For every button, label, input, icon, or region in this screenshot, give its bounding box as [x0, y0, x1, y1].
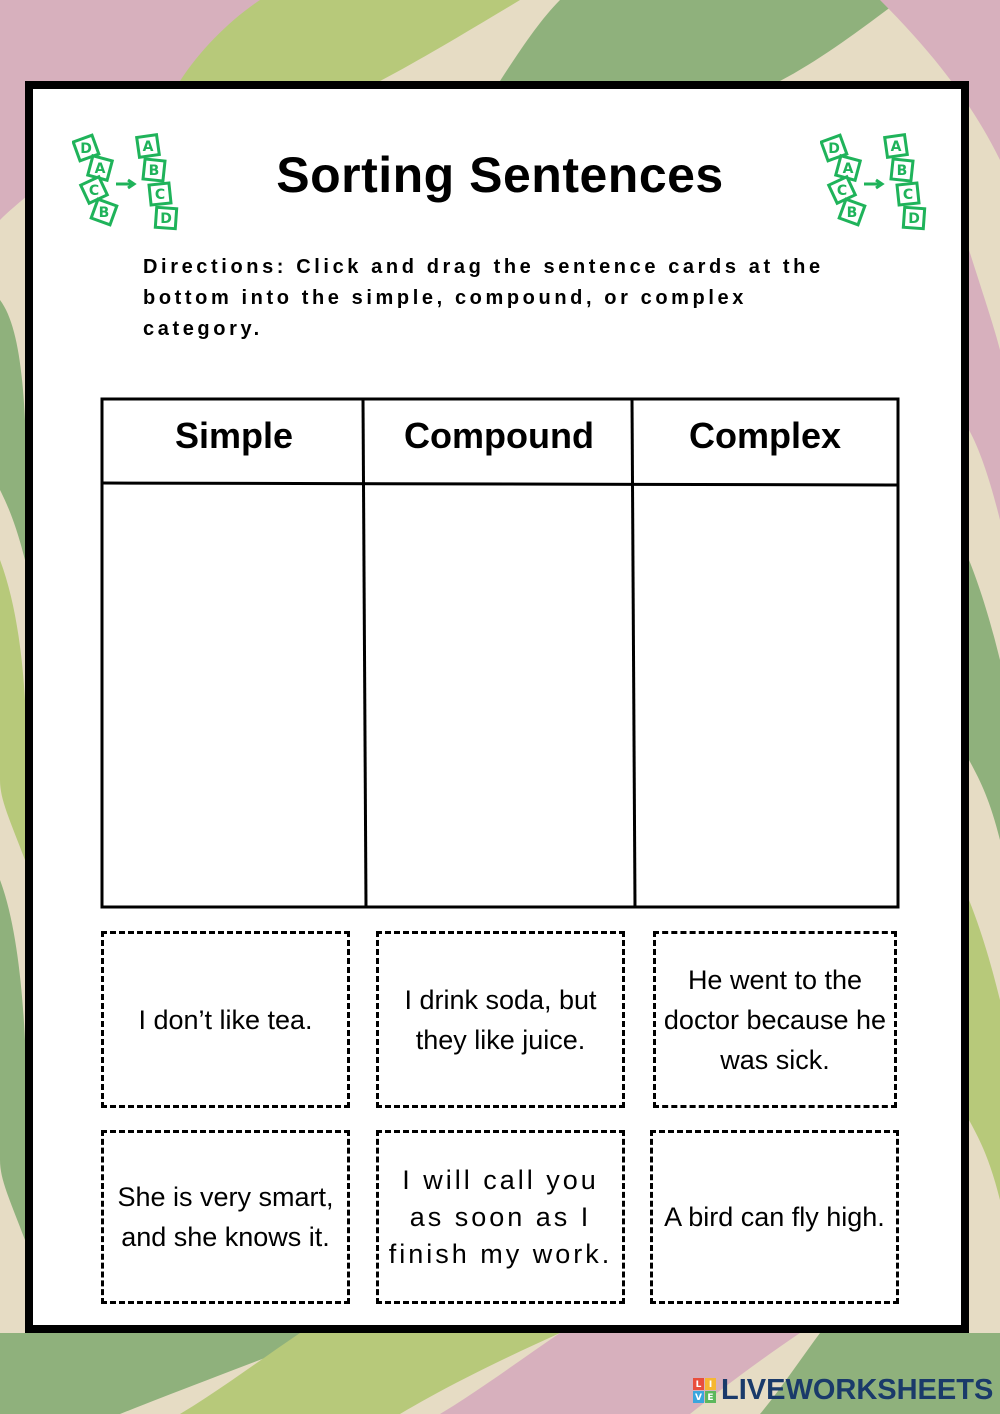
sentence-card[interactable] [101, 1130, 350, 1304]
worksheet-title: Sorting Sentences [276, 147, 724, 203]
drop-zone-simple[interactable] [104, 488, 362, 906]
sentence-card[interactable] [101, 931, 350, 1108]
svg-text:A: A [142, 139, 154, 155]
drop-zone-complex[interactable] [637, 490, 897, 906]
svg-text:C: C [902, 187, 914, 203]
svg-text:C: C [88, 183, 100, 199]
svg-text:L: L [695, 1379, 702, 1390]
svg-text:B: B [846, 205, 858, 221]
svg-text:C: C [154, 187, 166, 203]
liveworksheets-brand [693, 1374, 993, 1407]
sentence-card[interactable] [650, 1130, 899, 1304]
svg-text:B: B [98, 205, 110, 221]
sentence-card[interactable] [376, 1130, 625, 1304]
sentence-card[interactable] [376, 931, 625, 1108]
svg-text:D: D [828, 141, 840, 157]
svg-text:A: A [94, 161, 106, 177]
svg-text:B: B [148, 163, 160, 179]
sentence-card-text: She is very smart, and she knows it. [117, 1182, 334, 1252]
svg-text:A: A [842, 161, 854, 177]
svg-text:D: D [80, 141, 92, 157]
svg-text:A: A [890, 139, 902, 155]
brand-name: LIVEWORKSHEETS [721, 1374, 994, 1406]
svg-text:I: I [708, 1379, 713, 1390]
sentence-card[interactable] [653, 931, 897, 1108]
svg-text:V: V [695, 1392, 702, 1403]
sentence-card-text: A bird can fly high. [664, 1202, 885, 1232]
sentence-card-text: I will call you as soon as I finish my work. [388, 1164, 613, 1269]
svg-text:B: B [896, 163, 908, 179]
svg-text:C: C [836, 183, 848, 199]
sentence-card-text: I drink soda, but they like juice. [404, 984, 597, 1055]
column-header-compound: Compound [404, 415, 594, 456]
directions-text: Directions: Click and drag the sentence cards at the bottom into the simple, compound, or complex category. [143, 256, 824, 340]
sentence-card-text: I don’t like tea. [138, 1004, 313, 1035]
drop-zone-compound[interactable] [368, 488, 632, 906]
svg-text:D: D [908, 211, 920, 227]
svg-text:D: D [160, 211, 172, 227]
svg-text:E: E [707, 1392, 714, 1403]
column-header-simple: Simple [174, 415, 294, 456]
sentence-card-text: He went to the doctor because he was sick. [663, 964, 887, 1075]
column-header-complex: Complex [688, 415, 842, 456]
liveworksheets-logo-icon [693, 1378, 717, 1404]
